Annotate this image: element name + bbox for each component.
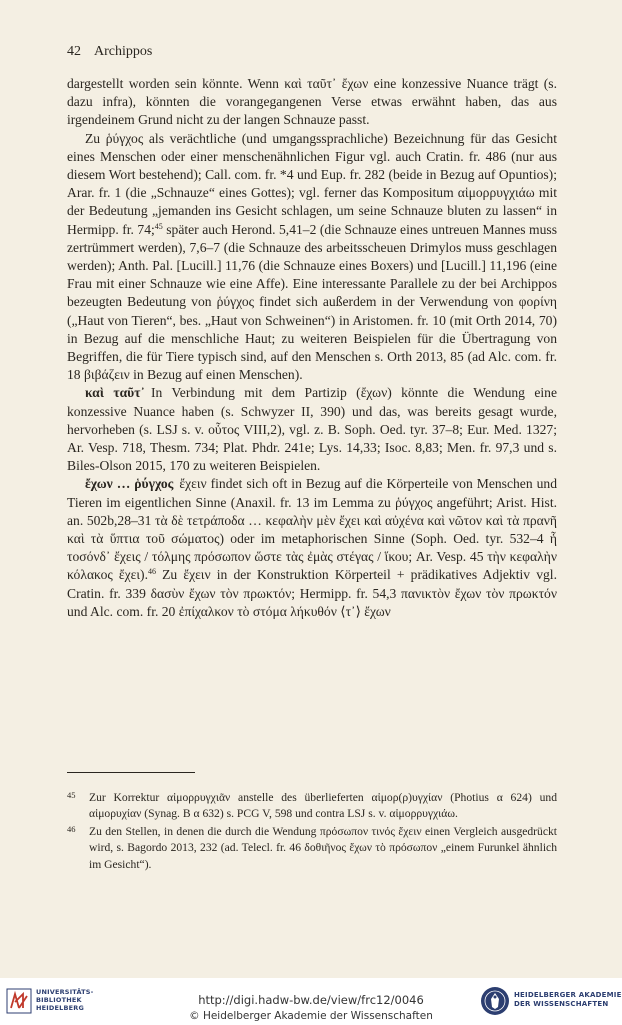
lemma: καὶ ταῦτ᾽	[85, 385, 146, 401]
paragraph	[67, 130, 557, 385]
text-segment: Zu ἔχειν in der Konstruktion Körperteil + prädikatives Adjektiv vgl. Cratin. fr. 339 δασὺν ἔχων τὸν πρωκτόν; Hermipp. fr. 54,3 πανικτὸν ἔχων τὸν πρωκτόν und Alc. com. fr. 20 ἐπίχαλκον τὸ στόμα λήκυθόν ⟨τ᾽⟩ ἔχων	[67, 567, 557, 619]
paragraph	[67, 384, 557, 475]
permalink[interactable]: http://digi.hadw-bw.de/view/frc12/0046	[198, 993, 424, 1007]
library-name-line: BIBLIOTHEK	[36, 996, 82, 1004]
paragraph	[67, 475, 557, 621]
footnote-number: 46	[67, 823, 76, 834]
text-segment: In Verbindung mit dem Partizip (ἔχων) könnte die Wendung eine konzessive Nuance haben (s. Schwyzer II, 390) und das, was bereits gesagt wurde, hervorheben (s. LSJ s. v. οὗτος VIII,2), vgl. z. B. Soph. Oed. tyr. 37–8; Eur. Med. 1327; Ar. Vesp. 718, Thesm. 734; Plat. Phdr. 241e; Lys. 14,33; Isoc. 8,83; Men. fr. 97,3 und s. Biles-Olson 2015, 170 zu weiteren Beispielen.	[67, 385, 557, 474]
text-segment: ἔχειν findet sich oft in Bezug auf die Körperteile von Menschen und Tieren im eigentlichen Sinne (Anaxil. fr. 13 im Lemma zu ῥύγχος angeführt; Arist. Hist. an. 502b,28–31 τὰ δὲ τετράποδα … κεφαλὴν μὲν ἔχει καὶ αὐχένα καὶ νῶτον καὶ τὰ πρανῆ καὶ τὰ ὕπτια τοῦ σώματος) oder im metaphorischen Sinne (Soph. Oed. tyr. 532–4 ἦ τοσόνδ᾽ ἔχεις / τόλμης πρόσωπον ὥστε τὰς ἐμὰς στέγας / ἵκου; Ar. Vesp. 45 τὴν κεφαλὴν κόλακος ἔχει).	[67, 476, 557, 583]
footnotes	[67, 790, 557, 874]
library-name-line: HEIDELBERG	[36, 1004, 85, 1012]
academy-name-line: HEIDELBERGER AKADEMIE	[514, 991, 622, 999]
footnote-text: Zu den Stellen, in denen die durch die Wendung πρόσωπον τινός ἔχειν einen Vergleich ausgedrückt wird, s. Bagordo 2013, 232 (ad. Telecl. fr. 46 δοθιῆνος ἔχων τὸ πρόσωπον „einem Furunkel ähnlich im Gesicht“).	[89, 824, 557, 871]
main-text	[67, 75, 557, 621]
footnote	[67, 790, 557, 823]
running-head	[67, 44, 557, 64]
library-name-line: UNIVERSITÄTS-	[36, 988, 94, 996]
footnote-text: Zur Korrektur αἱμορρυγχιᾶν anstelle des überlieferten αἱμορ(ρ)υγχίαν (Photius α 624) und αἱμορυχίαν (Synag. B α 632) s. PCG V, 598 und contra LSJ s. v. αἱμορρυγχιάω.	[89, 791, 557, 821]
copyright-notice: © Heidelberger Akademie der Wissenschaften	[189, 1010, 433, 1022]
lemma: ἔχων … ῥύγχος	[85, 476, 174, 492]
paragraph: dargestellt worden sein könnte. Wenn καὶ ταῦτ᾽ ἔχων eine konzessive Nuance trägt (s. dazu infra), könnten die vorangegangenen Verse etwas erwähnt haben, das aus irgendeinem Grund nicht zu der langen Schnauze passt.	[67, 76, 557, 128]
academy-name	[514, 991, 622, 1009]
viewer-footer	[0, 978, 622, 1025]
footnote	[67, 824, 557, 873]
academy-logo-icon[interactable]	[480, 986, 510, 1016]
footnote-number: 45	[67, 790, 76, 800]
academy-name-line: DER WISSENSCHAFTEN	[514, 1000, 609, 1008]
footnote-ref[interactable]: 45	[154, 221, 163, 231]
running-title: Archippos	[94, 44, 153, 59]
footnote-ref[interactable]: 46	[147, 567, 156, 577]
page-number: 42	[67, 44, 81, 59]
footnote-divider	[67, 772, 195, 773]
text-segment: Zu ῥύγχος als verächtliche (und umgangssprachliche) Bezeichnung für das Gesicht eines Menschen oder einer menschenähnlichen Figur vgl. auch Cratin. fr. 486 (nur aus diesem Wort bestehend); Call. com. fr. *4 und Eup. fr. 282 (beide in Bezug auf Opuntios); Arar. fr. 1 (die „Schnauze“ eines Gottes); vgl. ferner das Kompositum αἱμορρυγχιάω mit der Bedeutung „jemanden ins Gesicht schlagen, um seine Schnauze bluten zu lassen“ in Hermipp. fr. 74;	[67, 130, 557, 237]
text-segment: später auch Herond. 5,41–2 (die Schnauze eines untreuen Mannes muss zertrümmert werden), 7,6–7 (die Schnauze des arbeitsscheuen Drimylos muss geschlagen werden); Anth. Pal. [Lucill.] 11,76 (die Schnauze eines Boxers) und [Lucill.] 11,196 (eine Frau mit einer Schnauze wie eine Affe). Eine interessante Parallele zu der bei Archippos bezeugten Bedeutung von ῥύγχος findet sich außerdem in der Verwendung von φορίνη („Haut von Tieren“, bes. „Haut von Schweinen“) in Aristomen. fr. 10 (mit Orth 2014, 70) in Bezug auf die menschliche Haut; zu weiteren Beispielen für die Übertragung von Begriffen, die für Tiere typisch sind, auf den Menschen s. Orth 2013, 85 (ad Alc. com. fr. 18 βιβάζειν in Bezug auf einen Menschen).	[67, 221, 557, 383]
